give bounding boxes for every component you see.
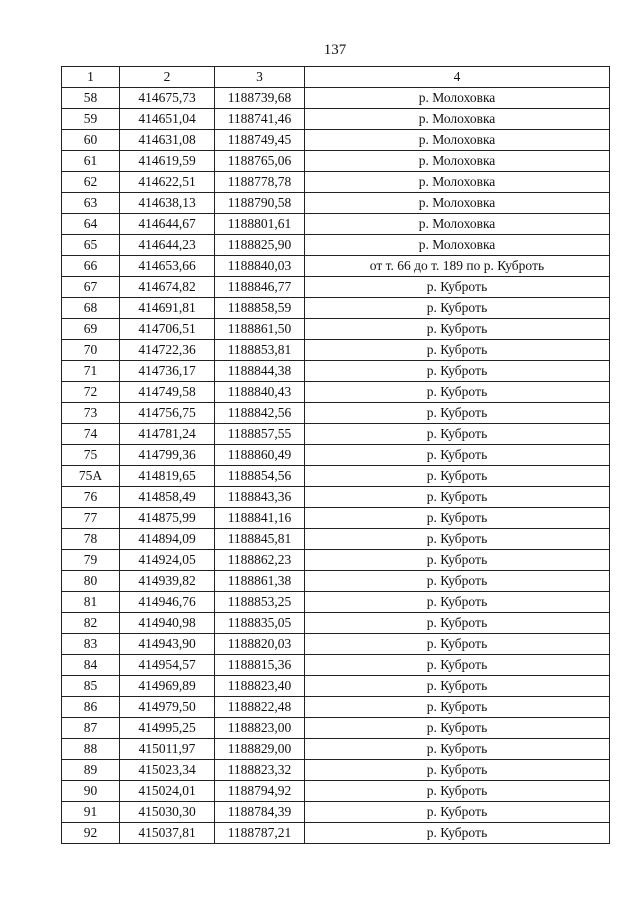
cell-x: 415030,30 bbox=[120, 802, 215, 823]
table-row bbox=[62, 109, 610, 130]
cell-x: 414644,23 bbox=[120, 235, 215, 256]
cell-y: 1188820,03 bbox=[215, 634, 305, 655]
cell-x: 414653,66 bbox=[120, 256, 215, 277]
table-row bbox=[62, 151, 610, 172]
cell-point: 82 bbox=[62, 613, 120, 634]
table-row bbox=[62, 277, 610, 298]
table-row bbox=[62, 718, 610, 739]
cell-point: 74 bbox=[62, 424, 120, 445]
cell-point: 81 bbox=[62, 592, 120, 613]
header-cell-x: 2 bbox=[120, 67, 215, 88]
cell-description: р. Кубрoть bbox=[305, 718, 610, 739]
cell-point: 73 bbox=[62, 403, 120, 424]
cell-x: 414644,67 bbox=[120, 214, 215, 235]
cell-y: 1188741,46 bbox=[215, 109, 305, 130]
cell-description: р. Кубрoть bbox=[305, 487, 610, 508]
cell-point: 61 bbox=[62, 151, 120, 172]
cell-description: р. Кубрoть bbox=[305, 403, 610, 424]
cell-description: р. Молоховка bbox=[305, 109, 610, 130]
cell-description: р. Кубрoть bbox=[305, 655, 610, 676]
table-row bbox=[62, 88, 610, 109]
table-row bbox=[62, 823, 610, 844]
cell-y: 1188801,61 bbox=[215, 214, 305, 235]
table-row bbox=[62, 193, 610, 214]
cell-point: 67 bbox=[62, 277, 120, 298]
cell-description: р. Кубрoть bbox=[305, 697, 610, 718]
cell-x: 414638,13 bbox=[120, 193, 215, 214]
cell-point: 80 bbox=[62, 571, 120, 592]
cell-point: 92 bbox=[62, 823, 120, 844]
cell-x: 415023,34 bbox=[120, 760, 215, 781]
table-row bbox=[62, 214, 610, 235]
cell-x: 414675,73 bbox=[120, 88, 215, 109]
cell-y: 1188829,00 bbox=[215, 739, 305, 760]
cell-x: 414799,36 bbox=[120, 445, 215, 466]
cell-y: 1188862,23 bbox=[215, 550, 305, 571]
cell-y: 1188854,56 bbox=[215, 466, 305, 487]
cell-point: 88 bbox=[62, 739, 120, 760]
cell-point: 58 bbox=[62, 88, 120, 109]
cell-description: р. Молоховка bbox=[305, 172, 610, 193]
cell-description: р. Кубрoть bbox=[305, 508, 610, 529]
cell-point: 90 bbox=[62, 781, 120, 802]
cell-y: 1188835,05 bbox=[215, 613, 305, 634]
cell-x: 414954,57 bbox=[120, 655, 215, 676]
cell-y: 1188815,36 bbox=[215, 655, 305, 676]
cell-point: 69 bbox=[62, 319, 120, 340]
table-row bbox=[62, 571, 610, 592]
cell-point: 89 bbox=[62, 760, 120, 781]
cell-description: р. Молоховка bbox=[305, 214, 610, 235]
table-row bbox=[62, 130, 610, 151]
cell-y: 1188787,21 bbox=[215, 823, 305, 844]
cell-description: р. Кубрoть bbox=[305, 424, 610, 445]
cell-x: 414736,17 bbox=[120, 361, 215, 382]
table-row bbox=[62, 319, 610, 340]
cell-x: 414749,58 bbox=[120, 382, 215, 403]
cell-y: 1188840,03 bbox=[215, 256, 305, 277]
cell-y: 1188841,16 bbox=[215, 508, 305, 529]
cell-y: 1188846,77 bbox=[215, 277, 305, 298]
cell-description: р. Кубрoть bbox=[305, 445, 610, 466]
cell-x: 414651,04 bbox=[120, 109, 215, 130]
cell-y: 1188843,36 bbox=[215, 487, 305, 508]
cell-description: р. Кубрoть bbox=[305, 760, 610, 781]
table-row bbox=[62, 172, 610, 193]
cell-x: 414622,51 bbox=[120, 172, 215, 193]
cell-y: 1188857,55 bbox=[215, 424, 305, 445]
cell-y: 1188765,06 bbox=[215, 151, 305, 172]
cell-y: 1188823,32 bbox=[215, 760, 305, 781]
cell-x: 414939,82 bbox=[120, 571, 215, 592]
cell-y: 1188845,81 bbox=[215, 529, 305, 550]
cell-x: 414781,24 bbox=[120, 424, 215, 445]
cell-x: 414979,50 bbox=[120, 697, 215, 718]
cell-y: 1188778,78 bbox=[215, 172, 305, 193]
cell-point: 91 bbox=[62, 802, 120, 823]
cell-description: р. Кубрoть bbox=[305, 802, 610, 823]
cell-x: 414894,09 bbox=[120, 529, 215, 550]
cell-x: 414819,65 bbox=[120, 466, 215, 487]
cell-description: р. Кубрoть bbox=[305, 676, 610, 697]
table-row bbox=[62, 403, 610, 424]
cell-point: 75А bbox=[62, 466, 120, 487]
cell-description: р. Кубрoть bbox=[305, 361, 610, 382]
cell-x: 414706,51 bbox=[120, 319, 215, 340]
cell-point: 76 bbox=[62, 487, 120, 508]
cell-description: р. Кубрoть bbox=[305, 592, 610, 613]
table-row bbox=[62, 424, 610, 445]
table-row bbox=[62, 382, 610, 403]
cell-point: 62 bbox=[62, 172, 120, 193]
cell-y: 1188860,49 bbox=[215, 445, 305, 466]
cell-y: 1188784,39 bbox=[215, 802, 305, 823]
table-row bbox=[62, 340, 610, 361]
table-row bbox=[62, 634, 610, 655]
table-header-row bbox=[62, 67, 610, 88]
cell-description: р. Молоховка bbox=[305, 88, 610, 109]
table-row bbox=[62, 676, 610, 697]
table-row bbox=[62, 760, 610, 781]
cell-y: 1188842,56 bbox=[215, 403, 305, 424]
cell-y: 1188861,50 bbox=[215, 319, 305, 340]
table-row bbox=[62, 655, 610, 676]
cell-point: 63 bbox=[62, 193, 120, 214]
table-row bbox=[62, 487, 610, 508]
cell-point: 75 bbox=[62, 445, 120, 466]
cell-description: р. Кубрoть bbox=[305, 550, 610, 571]
table-row bbox=[62, 697, 610, 718]
cell-y: 1188858,59 bbox=[215, 298, 305, 319]
cell-y: 1188853,81 bbox=[215, 340, 305, 361]
cell-description: р. Кубрoть bbox=[305, 571, 610, 592]
cell-point: 72 bbox=[62, 382, 120, 403]
cell-x: 414875,99 bbox=[120, 508, 215, 529]
page-number: 137 bbox=[323, 42, 347, 58]
table-row bbox=[62, 466, 610, 487]
cell-point: 66 bbox=[62, 256, 120, 277]
cell-description: р. Молоховка bbox=[305, 130, 610, 151]
table-row bbox=[62, 508, 610, 529]
table-row bbox=[62, 361, 610, 382]
cell-x: 414858,49 bbox=[120, 487, 215, 508]
table-row bbox=[62, 256, 610, 277]
table-row bbox=[62, 613, 610, 634]
cell-point: 85 bbox=[62, 676, 120, 697]
table-row bbox=[62, 739, 610, 760]
cell-y: 1188749,45 bbox=[215, 130, 305, 151]
cell-y: 1188840,43 bbox=[215, 382, 305, 403]
header-cell-y: 3 bbox=[215, 67, 305, 88]
table-body bbox=[62, 88, 610, 844]
cell-point: 79 bbox=[62, 550, 120, 571]
cell-x: 414946,76 bbox=[120, 592, 215, 613]
cell-point: 86 bbox=[62, 697, 120, 718]
cell-point: 78 bbox=[62, 529, 120, 550]
cell-point: 84 bbox=[62, 655, 120, 676]
table-row bbox=[62, 781, 610, 802]
cell-x: 414722,36 bbox=[120, 340, 215, 361]
header-cell-point: 1 bbox=[62, 67, 120, 88]
coordinates-table bbox=[61, 66, 610, 844]
cell-x: 414691,81 bbox=[120, 298, 215, 319]
cell-point: 77 bbox=[62, 508, 120, 529]
cell-y: 1188823,00 bbox=[215, 718, 305, 739]
cell-point: 87 bbox=[62, 718, 120, 739]
cell-x: 414631,08 bbox=[120, 130, 215, 151]
table-row bbox=[62, 550, 610, 571]
table-row bbox=[62, 592, 610, 613]
cell-point: 65 bbox=[62, 235, 120, 256]
cell-description: р. Молоховка bbox=[305, 235, 610, 256]
cell-y: 1188844,38 bbox=[215, 361, 305, 382]
cell-description: р. Кубрoть bbox=[305, 739, 610, 760]
cell-x: 415024,01 bbox=[120, 781, 215, 802]
cell-point: 83 bbox=[62, 634, 120, 655]
cell-x: 414619,59 bbox=[120, 151, 215, 172]
cell-point: 71 bbox=[62, 361, 120, 382]
table-row bbox=[62, 235, 610, 256]
cell-x: 414674,82 bbox=[120, 277, 215, 298]
cell-point: 60 bbox=[62, 130, 120, 151]
cell-description: р. Кубрoть bbox=[305, 613, 610, 634]
cell-y: 1188822,48 bbox=[215, 697, 305, 718]
cell-point: 68 bbox=[62, 298, 120, 319]
table-row bbox=[62, 802, 610, 823]
table-row bbox=[62, 298, 610, 319]
cell-description: р. Кубрoть bbox=[305, 466, 610, 487]
cell-description: от т. 66 до т. 189 по р. Кубрoть bbox=[305, 256, 610, 277]
cell-description: р. Молоховка bbox=[305, 151, 610, 172]
cell-y: 1188790,58 bbox=[215, 193, 305, 214]
cell-description: р. Кубрoть bbox=[305, 634, 610, 655]
cell-y: 1188853,25 bbox=[215, 592, 305, 613]
table-row bbox=[62, 445, 610, 466]
cell-description: р. Кубрoть bbox=[305, 382, 610, 403]
cell-x: 414995,25 bbox=[120, 718, 215, 739]
cell-description: р. Кубрoть bbox=[305, 319, 610, 340]
cell-description: р. Кубрoть bbox=[305, 340, 610, 361]
cell-x: 414924,05 bbox=[120, 550, 215, 571]
cell-y: 1188794,92 bbox=[215, 781, 305, 802]
header-cell-description: 4 bbox=[305, 67, 610, 88]
table-row bbox=[62, 529, 610, 550]
cell-description: р. Кубрoть bbox=[305, 781, 610, 802]
cell-point: 64 bbox=[62, 214, 120, 235]
cell-description: р. Кубрoть bbox=[305, 298, 610, 319]
cell-x: 414943,90 bbox=[120, 634, 215, 655]
cell-x: 415037,81 bbox=[120, 823, 215, 844]
cell-description: р. Кубрoть bbox=[305, 823, 610, 844]
cell-description: р. Кубрoть bbox=[305, 529, 610, 550]
cell-description: р. Молоховка bbox=[305, 193, 610, 214]
cell-y: 1188825,90 bbox=[215, 235, 305, 256]
cell-x: 414756,75 bbox=[120, 403, 215, 424]
cell-y: 1188861,38 bbox=[215, 571, 305, 592]
cell-x: 414969,89 bbox=[120, 676, 215, 697]
cell-y: 1188739,68 bbox=[215, 88, 305, 109]
cell-x: 414940,98 bbox=[120, 613, 215, 634]
cell-point: 59 bbox=[62, 109, 120, 130]
cell-y: 1188823,40 bbox=[215, 676, 305, 697]
cell-x: 415011,97 bbox=[120, 739, 215, 760]
cell-description: р. Кубрoть bbox=[305, 277, 610, 298]
cell-point: 70 bbox=[62, 340, 120, 361]
